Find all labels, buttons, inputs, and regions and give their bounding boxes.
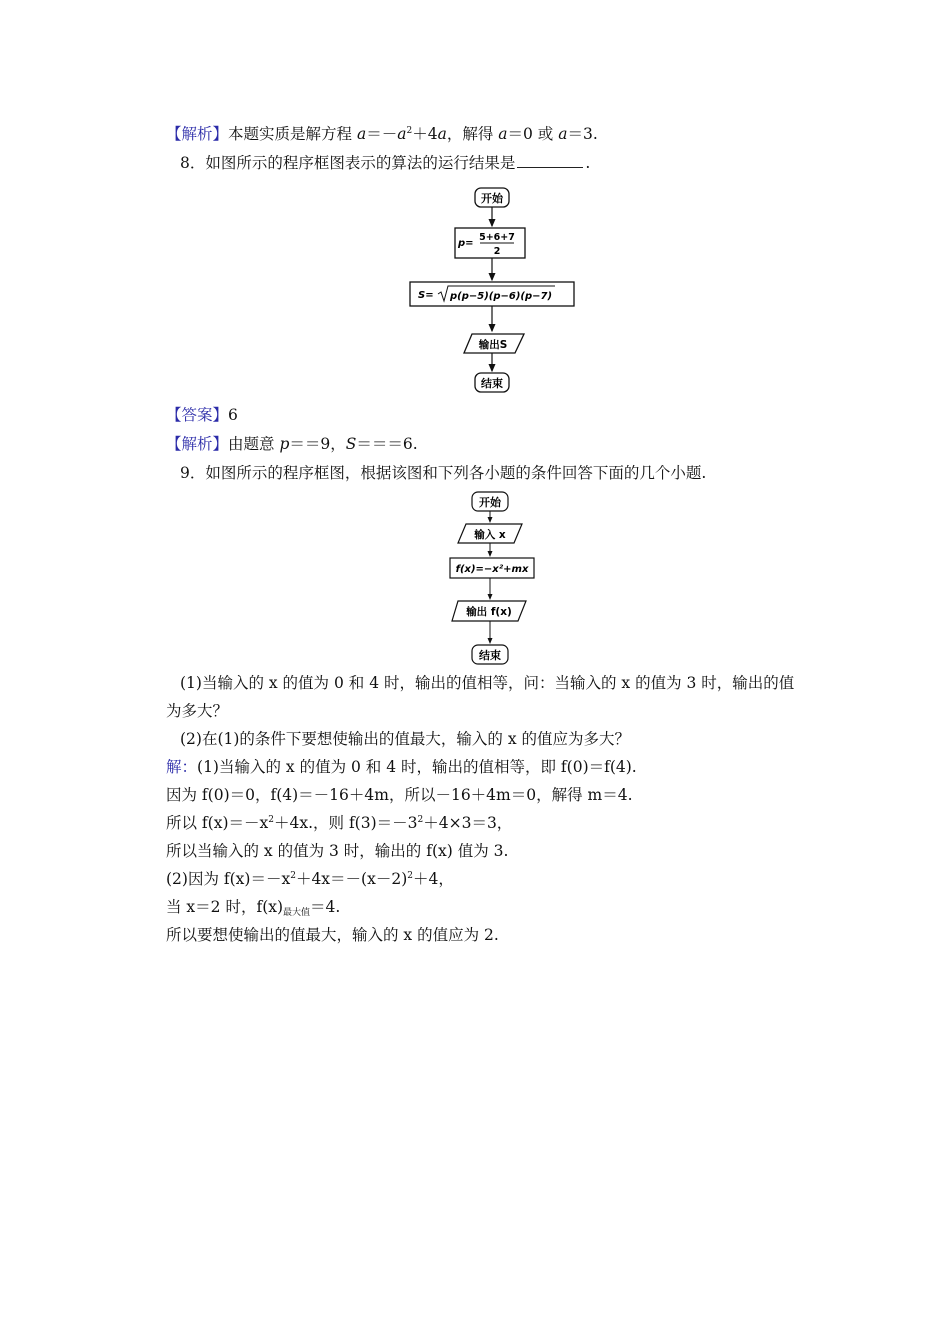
q9-solution-line2: 因为 f(0)＝0，f(4)＝－16＋4m，所以－16＋4m＝0，解得 m＝4. bbox=[166, 786, 633, 804]
q9-solution-line6: 当 x＝2 时，$f(x)_{最大值}=4$. bbox=[166, 898, 341, 918]
end-label: 结束 bbox=[479, 649, 501, 662]
start-label: 开始 bbox=[479, 496, 501, 509]
q9-flowchart bbox=[444, 488, 544, 668]
solution-tag: 解： bbox=[166, 758, 198, 776]
q9-stem: 9．如图所示的程序框图，根据该图和下列各小题的条件回答下面的几个小题. bbox=[180, 464, 707, 482]
q9-part1-line1: (1)当输入的 x 的值为 0 和 4 时，输出的值相等，问：当输入的 x 的值为 3 时，输出的值 bbox=[180, 674, 795, 692]
end-label: 结束 bbox=[481, 377, 503, 390]
analysis-tag: 【解析】 bbox=[166, 125, 229, 143]
q8-flowchart bbox=[400, 180, 590, 398]
s-lhs: S= bbox=[418, 290, 434, 301]
p-lhs: p= bbox=[458, 238, 474, 249]
input-label: 输入 x bbox=[474, 529, 506, 541]
p-numerator: 5+6+7 bbox=[479, 232, 515, 243]
q9-part2: (2)在(1)的条件下要想使输出的值最大，输入的 x 的值应为多大？ bbox=[180, 730, 631, 748]
output-label: 输出 f(x) bbox=[466, 606, 512, 618]
q9-solution-line3: 所以 $f(x)=-x^2+4x$.，则 $f(3)=-3^2+4\times 3=3$， bbox=[166, 814, 513, 832]
q8-answer: 【答案】6 bbox=[166, 406, 238, 424]
answer-tag: 【答案】 bbox=[166, 406, 229, 424]
q8-analysis: 【解析】由题意 p＝＝9，S＝＝＝6. bbox=[166, 435, 418, 453]
q8-stem: 8．如图所示的程序框图表示的算法的运行结果是 . bbox=[180, 154, 591, 172]
q9-solution-line4: 所以当输入的 x 的值为 3 时，输出的 f(x) 值为 3. bbox=[166, 842, 509, 860]
q9-solution-line5: (2)因为 $f(x)=-x^2+4x=-(x-2)^2+4$， bbox=[166, 870, 454, 888]
answer-blank bbox=[517, 153, 583, 168]
p-denominator: 2 bbox=[493, 246, 501, 257]
s-radicand: p(p−5)(p−6)(p−7) bbox=[450, 291, 553, 302]
output-label: 输出S bbox=[478, 339, 508, 351]
q7-analysis-line: 【解析】本题实质是解方程 $a=-a^2+4a$，解得 a＝0 或 a＝3. bbox=[166, 125, 598, 143]
q9-solution-line1: 解：(1)当输入的 x 的值为 0 和 4 时，输出的值相等，即 f(0)＝f(4). bbox=[166, 758, 637, 776]
q9-part1-line2: 为多大？ bbox=[166, 702, 229, 720]
start-label: 开始 bbox=[481, 192, 503, 205]
analysis-tag: 【解析】 bbox=[166, 435, 229, 453]
function-label: f(x)=−x²+mx bbox=[455, 564, 529, 575]
q9-solution-line7: 所以要想使输出的值最大，输入的 x 的值应为 2. bbox=[166, 926, 499, 944]
